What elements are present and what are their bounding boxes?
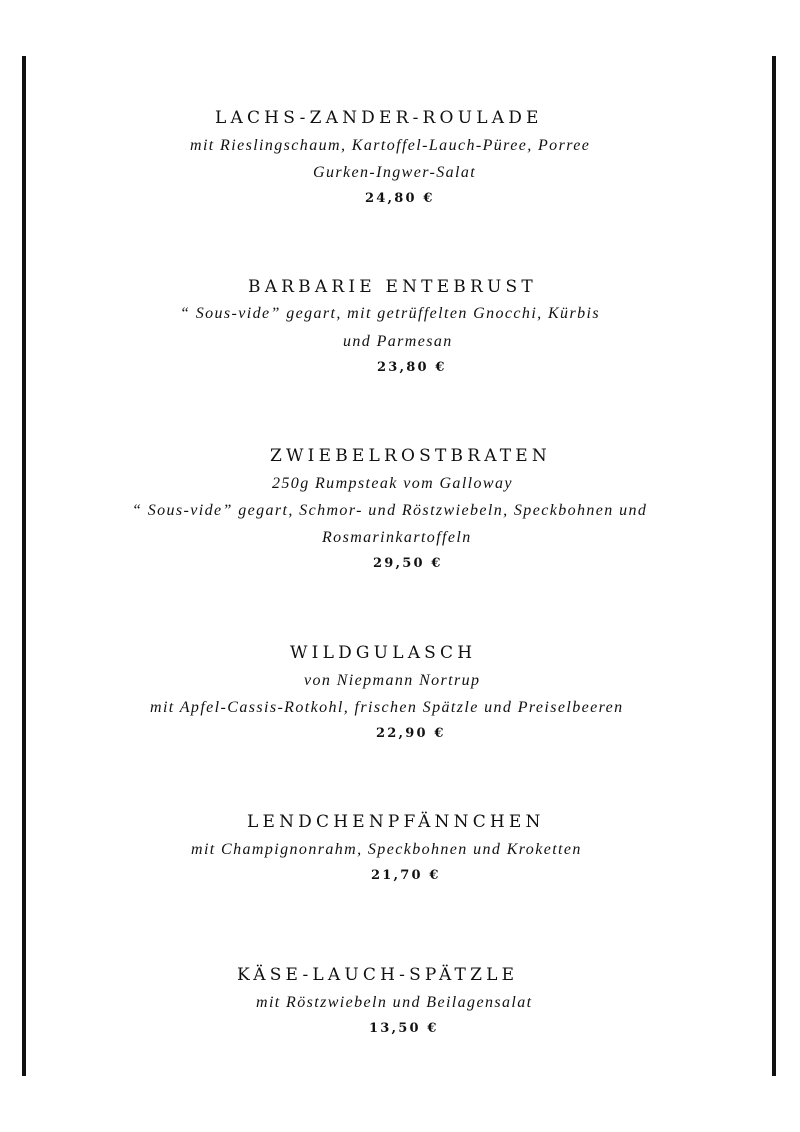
dish-name: WILDGULASCH <box>290 643 477 663</box>
dish-price: 22,90 € <box>376 726 446 741</box>
dish-price: 13,50 € <box>369 1021 439 1036</box>
dish-description: mit Champignonrahm, Speckbohnen und Kroketten <box>191 841 582 858</box>
dish-price: 24,80 € <box>365 191 435 206</box>
dish-name: ZWIEBELROSTBRATEN <box>270 446 551 466</box>
dish-description: mit Apfel-Cassis-Rotkohl, frischen Spätzle und Preiselbeeren <box>150 699 624 716</box>
dish-description: 250g Rumpsteak vom Galloway <box>272 475 513 492</box>
left-border-line <box>22 56 26 1076</box>
dish-name: KÄSE-LAUCH-SPÄTZLE <box>237 965 519 985</box>
dish-description: Rosmarinkartoffeln <box>322 529 472 546</box>
dish-name: LACHS-ZANDER-ROULADE <box>215 108 543 128</box>
dish-name: BARBARIE ENTEBRUST <box>248 277 537 297</box>
dish-description: und Parmesan <box>343 333 453 350</box>
dish-description: Gurken-Ingwer-Salat <box>313 164 477 181</box>
dish-description: mit Röstzwiebeln und Beilagensalat <box>256 994 533 1011</box>
dish-description: von Niepmann Nortrup <box>304 672 481 689</box>
dish-price: 23,80 € <box>377 360 447 375</box>
right-border-line <box>772 56 776 1076</box>
dish-description: “ Sous-vide” gegart, Schmor- und Röstzwiebeln, Speckbohnen und <box>132 502 648 519</box>
dish-name: LENDCHENPFÄNNCHEN <box>247 812 545 832</box>
dish-description: mit Rieslingschaum, Kartoffel-Lauch-Püree, Porree <box>190 137 591 154</box>
dish-description: “ Sous-vide” gegart, mit getrüffelten Gnocchi, Kürbis <box>180 305 600 322</box>
dish-price: 29,50 € <box>373 556 443 571</box>
dish-price: 21,70 € <box>371 868 441 883</box>
